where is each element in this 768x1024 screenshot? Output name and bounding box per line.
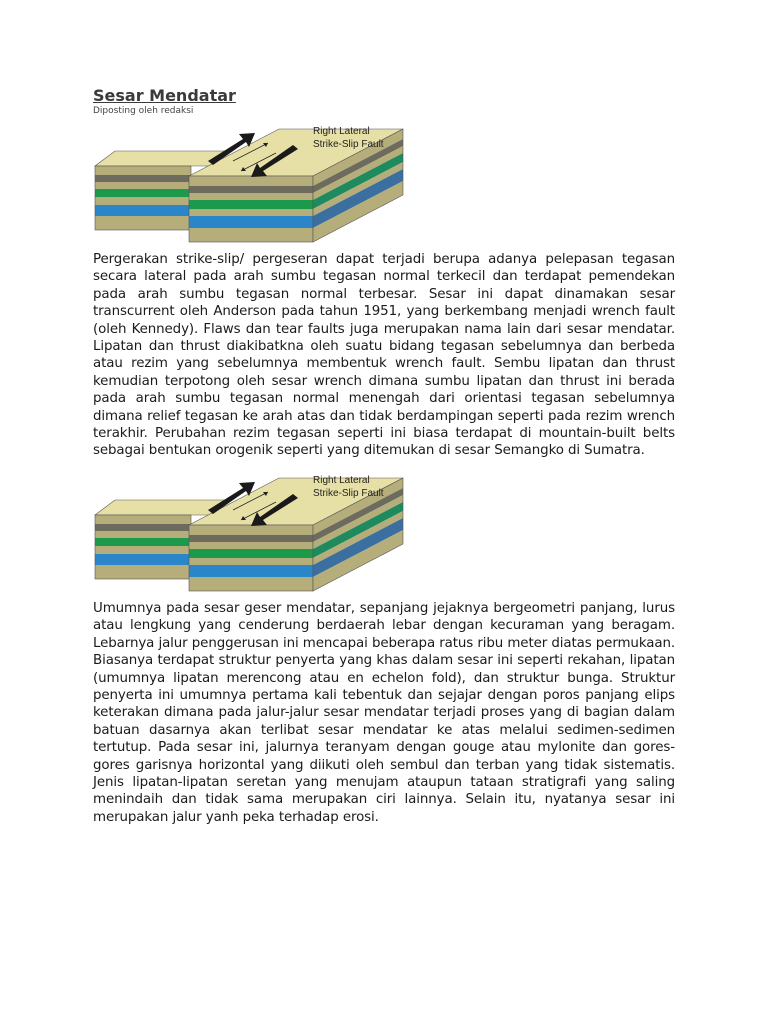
- paragraph-2: Umumnya pada sesar geser mendatar, sepanjang jejaknya bergeometri panjang, lurus atau lengkung yang cenderung berdaerah lebar dengan kecuraman yang beragam. Lebarnya jalur penggerusan ini mencapai beberapa ratus ribu meter diatas permukaan. Biasanya terdapat struktur penyerta yang khas dalam sesar ini seperti rekahan, lipatan (umumnya lipatan merencong atau en echelon fold), dan struktur bunga. Struktur penyerta ini umumnya pertama kali tebentuk dan sejajar dengan poros panjang elips keterakan dimana pada jalur-jalur sesar mendatar terjadi proses yang di bagian dalam batuan dasarnya akan terlibat sesar mendatar ke atas melalui sedimen-sedimen tertutup. Pada sesar ini, jalurnya teranyam dengan gouge atau mylonite dan gores-gores garisnya horizontal yang diikuti oleh sembul dan terban yang tidak sistematis. Jenis lipatan-lipatan seretan yang menujam ataupun tataan stratigrafi yang saling menindaih dan tidak sama merupakan ciri lainnya. Selain itu, nyatanya sesar ini merupakan jalur yanh peka terhadap erosi.: [93, 600, 675, 825]
- figure-caption: Right Lateral Strike-Slip Fault: [313, 474, 384, 499]
- fault-diagram-2: [93, 470, 413, 600]
- fault-diagram-1: [93, 121, 413, 251]
- article: [93, 86, 675, 826]
- figure-caption: Right Lateral Strike-Slip Fault: [313, 126, 384, 150]
- article-title: Sesar Mendatar: [93, 86, 236, 105]
- paragraph-1: Pergerakan strike-slip/ pergeseran dapat terjadi berupa adanya pelepasan tegasan secara lateral pada arah sumbu tegasan normal terkecil dan terdapat pemendekan pada arah sumbu tegasan normal terbesar. Sesar ini dapat dinamakan sesar transcurrent oleh Anderson pada tahun 1951, yang berkembang menjadi wrench fault (oleh Kennedy). Flaws dan tear faults juga merupakan nama lain dari sesar mendatar. Lipatan dan thrust diakibatkna oleh suatu bidang tegasan sebelumnya dan berbeda atau rezim yang sebelumnya membentuk wrench fault. Sembu lipatan dan thrust kemudian terpotong oleh sesar wrench dimana sumbu lipatan dan thrust ini berada pada arah sumbu tegasan normal menengah dari orientasi tegasan sebelumnya dimana relief tegasan ke arah atas dan tidak berdampingan seperti pada rezim wrench terakhir. Perubahan rezim tegasan seperti ini biasa terdapat di mountain-built belts sebagai bentukan orogenik seperti yang ditemukan di sesar Semangko di Sumatra.: [93, 252, 675, 459]
- article-byline: Diposting oleh redaksi: [93, 106, 194, 116]
